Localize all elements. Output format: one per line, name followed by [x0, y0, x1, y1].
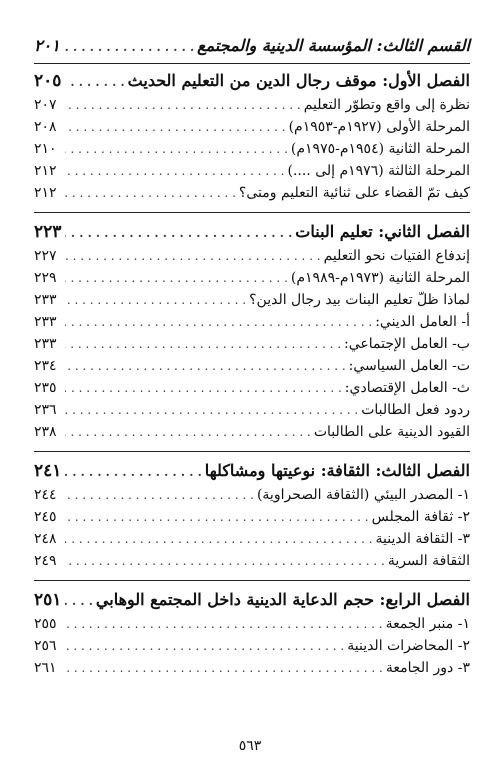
leader-dots	[65, 506, 369, 528]
toc-entry-page-number: ٢٤٩	[34, 553, 57, 569]
toc-entry-title: ث- العامل الإقتصادي:	[344, 380, 470, 396]
toc-entry-page-number: ٢٥٦	[34, 638, 57, 654]
toc-entry-page-number: ٢٣٨	[34, 424, 57, 440]
chapter-heading	[34, 68, 470, 94]
chapter-heading-page-number: ٢٢٣	[34, 222, 62, 242]
toc-entry-page-number: ٢٤٨	[34, 531, 57, 547]
toc-entry-page-number: ٢٣٤	[34, 358, 57, 374]
toc-entry-title: ٣- دور الجامعة	[385, 660, 470, 676]
chapter-heading-title: الفصل الرابع: حجم الدعاية الدينية داخل المجتمع الوهابي	[95, 590, 470, 609]
toc-entry-page-number: ٢٥٥	[34, 616, 57, 632]
toc-entry-title: كيف تمّ القضاء على ثنائية التعليم ومتى؟	[238, 185, 470, 201]
toc-entry-page-number: ٢٤٤	[34, 487, 57, 503]
toc-entry-title: لماذا ظلّ تعليم البنات بيد رجال الدين؟	[249, 292, 470, 308]
leader-dots	[65, 311, 372, 333]
chapter-heading-title: الفصل الثاني: تعليم البنات	[295, 222, 470, 241]
toc-entry	[34, 399, 470, 421]
leader-dots	[65, 399, 358, 421]
toc-entry-title: ٢- المحاضرات الدينية	[347, 638, 470, 654]
toc-entry	[34, 94, 470, 116]
chapter-heading	[34, 458, 470, 484]
header-rule	[34, 63, 470, 64]
toc-entry-page-number: ٢٣٣	[34, 314, 57, 330]
leader-dots	[65, 635, 344, 657]
toc-entry	[34, 484, 470, 506]
toc-entry	[34, 355, 470, 377]
toc-entry-page-number: ٢١٢	[34, 185, 57, 201]
toc-entry	[34, 160, 470, 182]
leader-dots	[65, 267, 288, 289]
toc-entry	[34, 245, 470, 267]
leader-dots	[65, 182, 236, 204]
section-divider	[34, 580, 470, 581]
toc-entry	[34, 657, 470, 679]
leader-dots	[65, 657, 383, 679]
section-divider	[34, 212, 470, 213]
chapter-heading-page-number: ٢٠٥	[34, 71, 62, 91]
leader-dots	[65, 245, 321, 267]
leader-dots	[65, 484, 254, 506]
leader-dots	[65, 613, 383, 635]
leader-dots	[65, 550, 385, 572]
toc-entry	[34, 333, 470, 355]
toc-entry-title: ت- العامل السياسي:	[348, 358, 470, 374]
chapter-heading-title: الفصل الثالث: الثقافة: نوعيتها ومشاكلها	[204, 461, 470, 480]
chapter-heading	[34, 587, 470, 613]
toc-section	[34, 580, 470, 679]
toc-entry-title: القيود الدينية على الطالبات	[313, 424, 470, 440]
chapter-heading	[34, 219, 470, 245]
toc-entry-title: ١- المصدر البيئي (الثقافة الصحراوية)	[256, 487, 470, 503]
toc-entry-page-number: ٢٣٣	[34, 336, 57, 352]
toc-entry	[34, 550, 470, 572]
toc-entry-page-number: ٢٦١	[34, 660, 57, 676]
toc-entry-page-number: ٢٤٥	[34, 509, 57, 525]
leader-dots	[65, 459, 202, 485]
header-page-number: ٢٠١	[34, 36, 60, 55]
leader-dots	[65, 289, 246, 311]
toc-entry	[34, 528, 470, 550]
leader-dots	[65, 333, 341, 355]
leader-dots	[65, 220, 292, 246]
toc-entry-title: المرحلة الثالثة (١٩٧٦م إلى ....)	[287, 163, 470, 179]
leader-dots	[65, 528, 373, 550]
toc-entry-title: ردود فعل الطالبات	[361, 402, 470, 418]
toc-entry-page-number: ٢٢٩	[34, 270, 57, 286]
toc-entry-page-number: ٢٣٣	[34, 292, 57, 308]
toc-section	[34, 451, 470, 572]
chapter-heading-title: الفصل الأول: موقف رجال الدين من التعليم الحديث	[127, 71, 470, 90]
toc-section	[34, 68, 470, 204]
toc-entry	[34, 635, 470, 657]
toc-section	[34, 212, 470, 443]
toc-entry	[34, 613, 470, 635]
running-header	[34, 36, 470, 62]
toc-entry-title: المرحلة الثانية (١٩٥٤م-١٩٧٥م)	[290, 141, 470, 157]
toc-entry-page-number: ٢١٠	[34, 141, 57, 157]
toc-entry	[34, 267, 470, 289]
page-number: ٥٦٣	[238, 738, 262, 754]
chapter-heading-page-number: ٢٤١	[34, 461, 62, 481]
toc-entry	[34, 421, 470, 443]
toc-entry-title: نظرة إلى واقع وتطوّر التعليم	[303, 97, 470, 113]
toc-entry-title: أ- العامل الديني:	[375, 314, 470, 330]
toc-entry-title: المرحلة الثانية (١٩٧٣م-١٩٨٩م)	[290, 270, 470, 286]
toc-entry-title: إندفاع الفتيات نحو التعليم	[323, 248, 470, 264]
leader-dots	[65, 94, 301, 116]
header-leader-dots	[65, 40, 194, 54]
leader-dots	[65, 421, 311, 443]
toc-entry-title: ٢- ثقافة المجلس	[371, 509, 470, 525]
toc-entry-page-number: ٢١٢	[34, 163, 57, 179]
toc-entry-page-number: ٢٣٥	[34, 380, 57, 396]
section-divider	[34, 451, 470, 452]
toc-entry	[34, 506, 470, 528]
toc-entry-title: ٣- الثقافة الدينية	[375, 531, 470, 547]
leader-dots	[65, 116, 286, 138]
toc-entry-page-number: ٢٠٨	[34, 119, 57, 135]
toc-entry-page-number: ٢٠٧	[34, 97, 57, 113]
toc-entry-title: الثقافة السرية	[387, 553, 470, 569]
leader-dots	[65, 160, 284, 182]
toc-entry	[34, 116, 470, 138]
leader-dots	[65, 69, 125, 95]
toc-entry	[34, 182, 470, 204]
leader-dots	[65, 355, 346, 377]
chapter-heading-page-number: ٢٥١	[34, 590, 62, 610]
leader-dots	[65, 377, 342, 399]
toc-entry-title: ب- العامل الإجتماعي:	[344, 336, 470, 352]
toc-entry-title: المرحلة الأولى (١٩٢٧م-١٩٥٣م)	[288, 119, 470, 135]
toc-entry-page-number: ٢٣٦	[34, 402, 57, 418]
toc-entry	[34, 138, 470, 160]
header-title: القسم الثالث: المؤسسة الدينية والمجتمع	[197, 36, 470, 55]
toc-entry	[34, 311, 470, 333]
toc-entry-title: ١- منبر الجمعة	[385, 616, 470, 632]
leader-dots	[65, 138, 288, 160]
table-of-contents	[34, 68, 470, 687]
toc-entry	[34, 289, 470, 311]
toc-entry-page-number: ٢٢٧	[34, 248, 57, 264]
leader-dots	[65, 588, 93, 614]
toc-entry	[34, 377, 470, 399]
